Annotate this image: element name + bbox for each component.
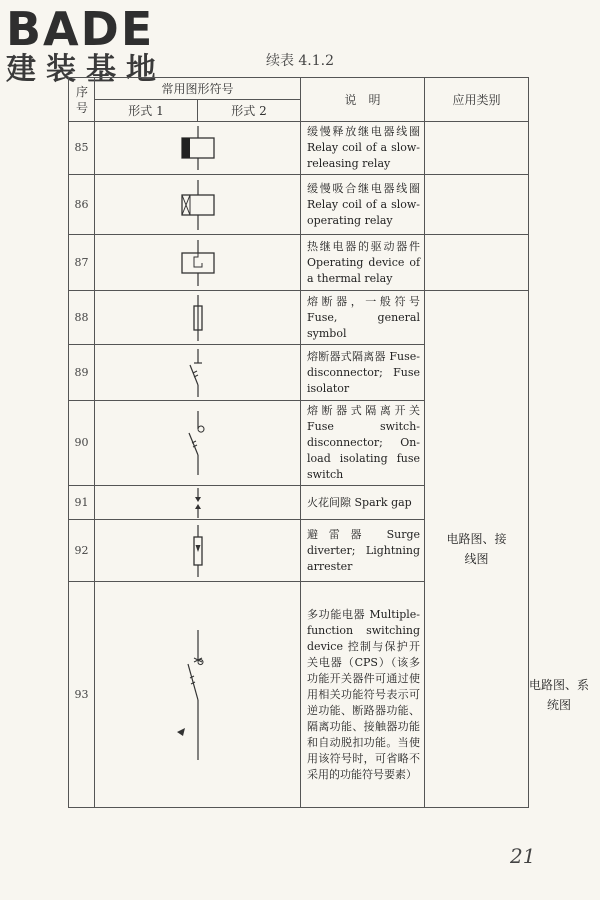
logo-sub: 建装基地 — [6, 52, 166, 87]
row-desc: 多功能电器 Multiple-function switching device 控制与保护开关电器（CPS）（该多功能开关器件可通过使用相关功能符号表示可逆功能、断路器功能、隔离功能、接触器功能和自动脱扣功能。当使用该符号时，可省略不采用的功能符号要素） — [301, 582, 425, 808]
row-number: 86 — [69, 175, 95, 235]
row-desc: 热继电器的驱动器件 Operating device of a thermal relay — [301, 235, 425, 291]
spark-gap-icon — [178, 488, 218, 518]
symbol-table — [68, 77, 590, 808]
table-row — [69, 235, 529, 291]
row-desc: 熔断器式隔离器 Fuse-disconnector; Fuse isolator — [301, 345, 425, 401]
row-number: 90 — [69, 401, 95, 486]
row-desc: 避雷器 Surge diverter; Lightning arrester — [301, 520, 425, 582]
fuse-switch-disconnector-icon — [178, 411, 218, 475]
header-no: 序号 — [69, 78, 95, 122]
row-number: 87 — [69, 235, 95, 291]
row-number: 88 — [69, 291, 95, 345]
slow-operating-relay-coil-icon — [168, 180, 228, 230]
row-desc: 缓慢吸合继电器线圈 Relay coil of a slow-operating relay — [301, 175, 425, 235]
surge-diverter-icon — [178, 525, 218, 577]
header-app: 应用类别 — [425, 78, 529, 122]
row-desc: 熔断器，一般符号 Fuse, general symbol — [301, 291, 425, 345]
slow-releasing-relay-coil-icon — [168, 126, 228, 170]
row-desc: 熔断器式隔离开关 Fuse switch-disconnector; On-load isolating fuse switch — [301, 401, 425, 486]
app-group-label: 电路图、系统图 — [529, 677, 590, 712]
row-desc: 火花间隙 Spark gap — [301, 486, 425, 520]
page-number: 21 — [510, 844, 536, 868]
header-symbol-group: 常用图形符号 — [95, 78, 301, 100]
header-desc: 说 明 — [301, 78, 425, 122]
fuse-disconnector-icon — [178, 349, 218, 397]
row-desc: 缓慢释放继电器线圈 Relay coil of a slow-releasing relay — [301, 122, 425, 175]
fuse-icon — [178, 295, 218, 341]
table-row — [69, 291, 529, 345]
row-number: 92 — [69, 520, 95, 582]
thermal-relay-icon — [168, 240, 228, 286]
table-caption: 续表 4.1.2 — [265, 53, 335, 69]
logo — [6, 2, 166, 87]
multi-function-switching-device-icon — [173, 630, 223, 760]
row-number: 91 — [69, 486, 95, 520]
app-group-label: 电路图、接线图 — [446, 532, 507, 566]
row-number: 85 — [69, 122, 95, 175]
logo-main: BADE — [6, 2, 155, 56]
table-row — [69, 175, 529, 235]
header-form2: 形式 2 — [198, 100, 301, 122]
header-form1: 形式 1 — [95, 100, 198, 122]
table-row — [69, 122, 529, 175]
app-group-1 — [425, 291, 529, 808]
row-number: 89 — [69, 345, 95, 401]
row-number: 93 — [69, 582, 95, 808]
